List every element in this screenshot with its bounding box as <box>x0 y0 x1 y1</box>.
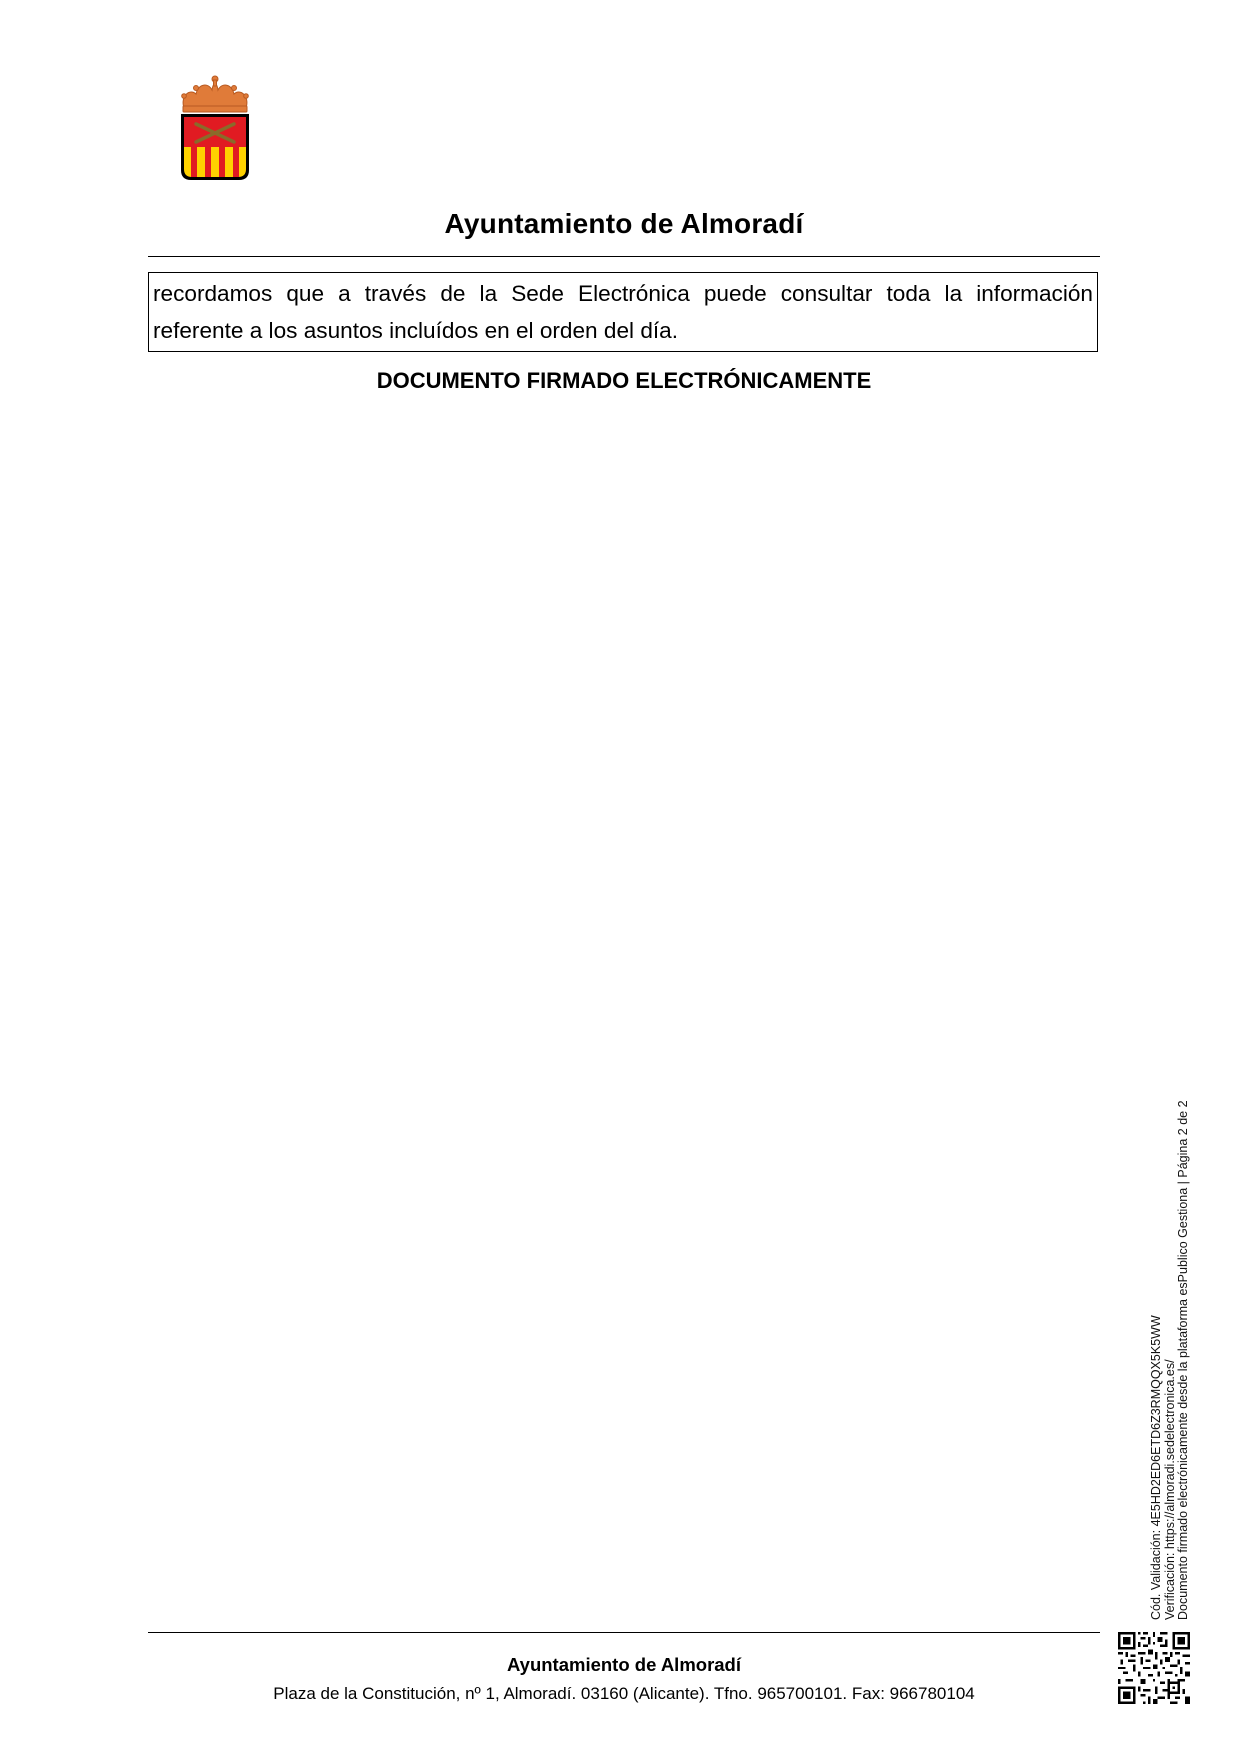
validation-side-text <box>1150 1060 1191 1620</box>
document-info: Documento firmado electrónicamente desde la plataforma esPublico Gestiona | Página 2 de 2 <box>1176 1100 1190 1620</box>
coat-of-arms-icon <box>176 74 254 184</box>
footer-divider <box>148 1632 1100 1633</box>
verification-url[interactable]: Verificación: https://almoradi.sedelectronica.es/ <box>1162 1359 1177 1620</box>
footer-address: Plaza de la Constitución, nº 1, Almoradí. 03160 (Alicante). Tfno. 965700101. Fax: 966780104 <box>273 1684 975 1703</box>
header-divider <box>148 256 1100 257</box>
signed-label: DOCUMENTO FIRMADO ELECTRÓNICAMENTE <box>376 368 872 393</box>
body-text-line-1: recordamos que a través de la Sede Electrónica puede consultar toda la información <box>153 281 1093 306</box>
qr-code-icon[interactable] <box>1118 1632 1190 1704</box>
footer-organization-name: Ayuntamiento de Almoradí <box>506 1654 741 1675</box>
body-text-line-2: referente a los asuntos incluídos en el orden del día. <box>153 318 679 343</box>
body-text-box <box>148 272 1098 352</box>
page-header-title: Ayuntamiento de Almoradí <box>444 208 804 239</box>
validation-code: Cód. Validación: 4E5HD2ED6ETD6Z3RMQQX5K5WW <box>1149 1315 1163 1620</box>
